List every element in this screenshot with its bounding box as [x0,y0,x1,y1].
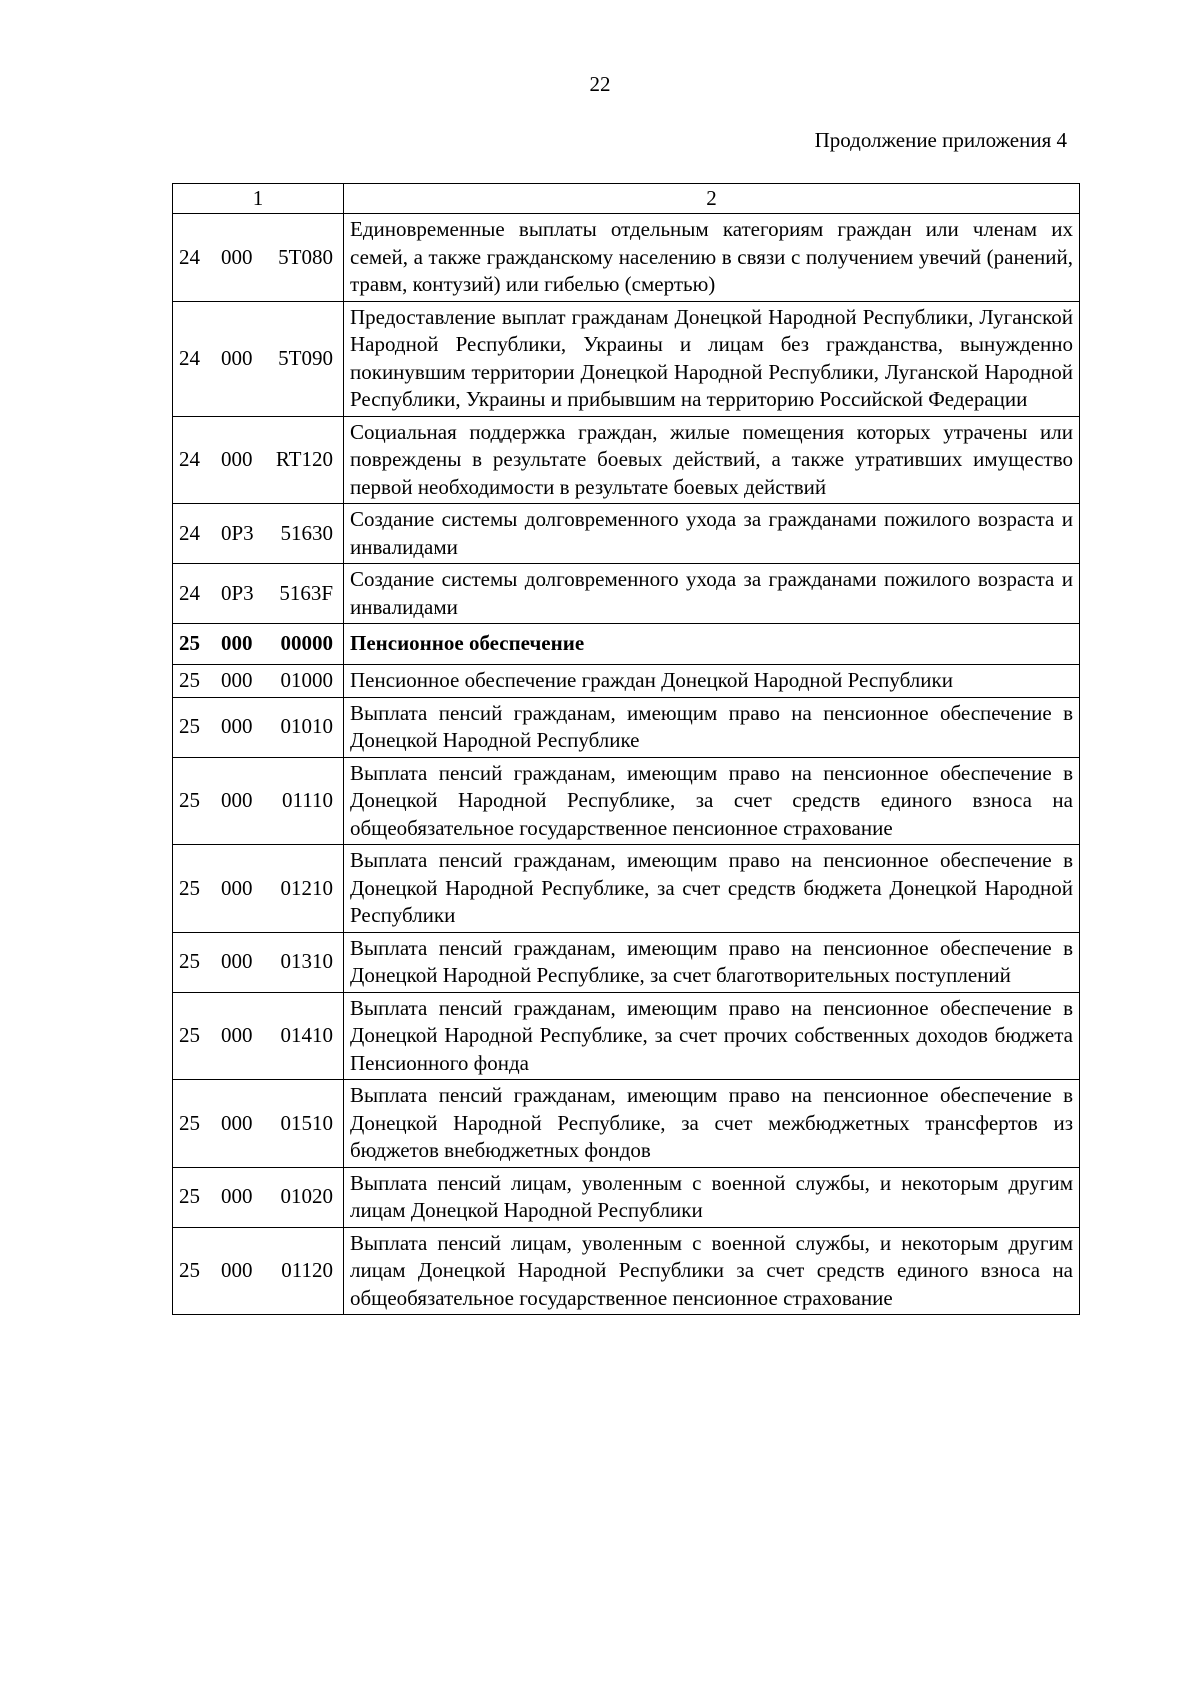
description-cell: Выплата пенсий лицам, уволенным с военной службы, и некоторым другим лицам Донецкой Народной Республики [344,1167,1080,1227]
code-cell [173,416,344,504]
code-cell [173,214,344,302]
code-part: 25 [179,631,200,656]
description-cell: Выплата пенсий гражданам, имеющим право на пенсионное обеспечение в Донецкой Народной Республике, за счет средств единого взноса на общеобязательное государственное пенсионное страхование [344,757,1080,845]
code-cell [173,1167,344,1227]
code-part: 000 [221,668,253,692]
code-part: 5Т090 [278,345,333,370]
code-part: 25 [179,1258,200,1282]
code-part: 01120 [281,1258,333,1282]
column-header-1: 1 [173,184,344,214]
code-part: 000 [221,447,253,471]
code-part: 01010 [280,714,333,739]
code-part: 000 [221,875,253,900]
column-header-2: 2 [344,184,1080,214]
code-part: 01410 [280,1023,333,1047]
table-row [173,504,1080,564]
code-cell [173,301,344,416]
classification-table [172,183,1080,1315]
table-row [173,624,1080,665]
table-row [173,416,1080,504]
description-cell: Выплата пенсий лицам, уволенным с военной службы, и некоторым другим лицам Донецкой Народной Республики за счет средств единого взноса на общеобязательное государственное пенсионное страхование [344,1227,1080,1315]
code-cell [173,845,344,933]
description-cell: Выплата пенсий гражданам, имеющим право на пенсионное обеспечение в Донецкой Народной Республике, за счет межбюджетных трансфертов из бюджетов внебюджетных фондов [344,1080,1080,1168]
code-part: 00000 [280,631,333,656]
code-part: 000 [221,631,253,656]
table-row [173,1080,1080,1168]
table-row [173,1227,1080,1315]
description-cell: Пенсионное обеспечение [344,624,1080,665]
code-cell [173,504,344,564]
table-row [173,214,1080,302]
code-part: 0Р3 [221,580,254,605]
table-row [173,932,1080,992]
table-row [173,564,1080,624]
code-part: 25 [179,714,200,739]
page-number: 22 [589,72,611,96]
code-part: 5163F [279,580,333,605]
code-part: 24 [179,345,200,370]
code-cell [173,564,344,624]
appendix-continuation-note: Продолжение приложения 4 [814,128,1067,152]
code-part: 000 [221,244,253,269]
code-part: 01020 [280,1184,333,1209]
code-part: 01000 [280,668,333,692]
table-row [173,992,1080,1080]
code-part: 000 [221,714,253,739]
code-cell [173,697,344,757]
code-cell [173,757,344,845]
code-part: 25 [179,788,200,812]
description-cell: Единовременные выплаты отдельным категориям граждан или членам их семей, а также гражданскому населению в связи с получением увечий (ранений, травм, контузий) или гибелью (смертью) [344,214,1080,302]
code-part: 24 [179,244,200,269]
code-cell [173,932,344,992]
code-part: 25 [179,949,200,974]
code-cell [173,665,344,698]
description-cell: Предоставление выплат гражданам Донецкой Народной Республики, Луганской Народной Республики, Украины и лицам без гражданства, вынужденно покинувшим территории Донецкой Народной Республики, Луганской Народной Республики, Украины и прибывшим на территорию Российской Федерации [344,301,1080,416]
table-row [173,845,1080,933]
code-part: 25 [179,1110,200,1135]
description-cell: Выплата пенсий гражданам, имеющим право на пенсионное обеспечение в Донецкой Народной Республике, за счет средств бюджета Донецкой Народной Республики [344,845,1080,933]
description-cell: Создание системы долговременного ухода за гражданами пожилого возраста и инвалидами [344,504,1080,564]
description-cell: Выплата пенсий гражданам, имеющим право на пенсионное обеспечение в Донецкой Народной Республике, за счет прочих собственных доходов бюджета Пенсионного фонда [344,992,1080,1080]
code-part: 24 [179,580,200,605]
code-cell [173,992,344,1080]
table-row [173,757,1080,845]
code-part: 000 [221,345,253,370]
code-part: 000 [221,1023,253,1047]
code-part: 000 [221,1184,253,1209]
code-part: 000 [221,949,253,974]
code-part: 5Т080 [278,244,333,269]
code-cell [173,624,344,665]
code-part: 24 [179,520,200,545]
code-cell [173,1080,344,1168]
code-part: 000 [221,1110,253,1135]
code-part: RT120 [275,447,333,471]
code-part: 000 [221,1258,253,1282]
description-cell: Выплата пенсий гражданам, имеющим право на пенсионное обеспечение в Донецкой Народной Республике, за счет благотворительных поступлений [344,932,1080,992]
table-row [173,301,1080,416]
code-part: 01510 [280,1110,333,1135]
table-header-row [173,184,1080,214]
code-part: 01110 [282,788,333,812]
code-part: 25 [179,668,200,692]
description-cell: Социальная поддержка граждан, жилые помещения которых утрачены или повреждены в результате боевых действий, а также утративших имущество первой необходимости в результате боевых действий [344,416,1080,504]
description-cell: Выплата пенсий гражданам, имеющим право на пенсионное обеспечение в Донецкой Народной Республике [344,697,1080,757]
code-part: 24 [179,447,200,471]
code-part: 25 [179,875,200,900]
code-part: 000 [221,788,253,812]
description-cell: Создание системы долговременного ухода за гражданами пожилого возраста и инвалидами [344,564,1080,624]
code-part: 01210 [280,875,333,900]
table-row [173,1167,1080,1227]
table-row [173,697,1080,757]
code-part: 25 [179,1184,200,1209]
code-part: 51630 [280,520,333,545]
code-part: 25 [179,1023,200,1047]
code-cell [173,1227,344,1315]
table-row [173,665,1080,698]
description-cell: Пенсионное обеспечение граждан Донецкой Народной Республики [344,665,1080,698]
code-part: 01310 [280,949,333,974]
code-part: 0Р3 [221,520,254,545]
